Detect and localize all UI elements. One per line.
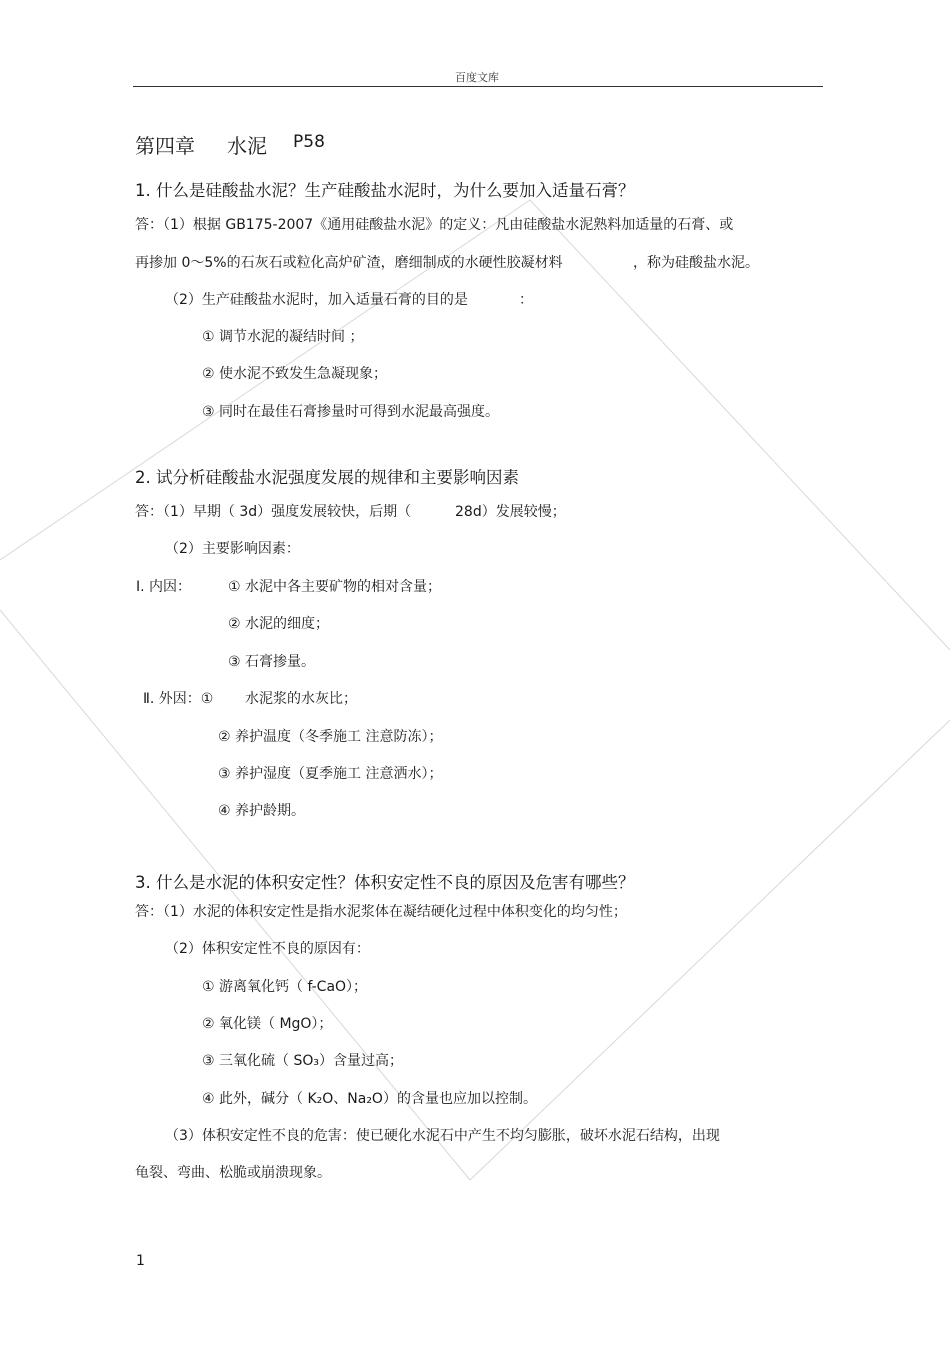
q2-answer-line: （2）主要影响因素： xyxy=(165,541,300,557)
question-1-title: 1. 什么是硅酸盐水泥？生产硅酸盐水泥时，为什么要加入适量石膏？ xyxy=(135,181,635,200)
q1-answer-line: 再掺加 0～5%的石灰石或粒化高炉矿渣，磨细制成的水硬性胶凝材料 xyxy=(135,255,563,271)
q3-answer-line: （3）体积安定性不良的危害：使已硬化水泥石中产生不均匀膨胀，破坏水泥石结构，出现 xyxy=(165,1128,720,1144)
list-item: ④ 养护龄期。 xyxy=(218,803,306,819)
q1-answer-line: 答：（1）根据 GB175-2007《通用硅酸盐水泥》的定义：凡由硅酸盐水泥熟料加适量的石膏、或 xyxy=(135,217,734,233)
list-item: ① 水泥中各主要矿物的相对含量； xyxy=(228,579,442,595)
q3-answer-line: 龟裂、弯曲、松脆或崩溃现象。 xyxy=(135,1165,331,1181)
question-2-title: 2. 试分析硅酸盐水泥强度发展的规律和主要影响因素 xyxy=(135,468,519,487)
chapter-title: 第四章 xyxy=(135,134,195,158)
question-3-title: 3. 什么是水泥的体积安定性？体积安定性不良的原因及危害有哪些？ xyxy=(135,873,635,892)
q1-answer-line: ： xyxy=(519,292,533,308)
list-item: ④ 此外，碱分（ K₂O、Na₂O）的含量也应加以控制。 xyxy=(202,1091,537,1107)
list-item: ② 使水泥不致发生急凝现象； xyxy=(202,366,388,382)
q3-answer-line: （2）体积安定性不良的原因有： xyxy=(165,941,370,957)
chapter-page-ref: P58 xyxy=(293,132,325,152)
page-header: 百度文库 xyxy=(455,71,499,84)
page-number: 1 xyxy=(136,1253,145,1269)
list-item: ② 养护温度（冬季施工 注意防冻）； xyxy=(218,729,443,745)
q2-answer-line: 答：（1）早期（ 3d）强度发展较快，后期（ xyxy=(135,504,412,520)
header-rule xyxy=(133,86,823,87)
q1-answer-line: （2）生产硅酸盐水泥时，加入适量石膏的目的是 xyxy=(165,292,468,308)
chapter-subject: 水泥 xyxy=(227,134,267,158)
list-item: ③ 石膏掺量。 xyxy=(228,654,316,670)
list-item: ① 调节水泥的凝结时间 ； xyxy=(202,329,364,345)
q1-answer-line: ，称为硅酸盐水泥。 xyxy=(633,255,759,271)
list-item: ② 水泥的细度； xyxy=(228,616,330,632)
internal-factors-label: Ⅰ. 内因： xyxy=(136,579,192,595)
list-item: ② 氧化镁（ MgO）； xyxy=(202,1016,333,1032)
list-item: 水泥浆的水灰比； xyxy=(245,691,357,707)
list-item: ③ 三氧化硫（ SO₃）含量过高； xyxy=(202,1053,403,1069)
list-item: ③ 养护湿度（夏季施工 注意洒水）； xyxy=(218,766,443,782)
q3-answer-line: 答：（1）水泥的体积安定性是指水泥浆体在凝结硬化过程中体积变化的均匀性； xyxy=(135,904,627,920)
q2-answer-line: 28d）发展较慢； xyxy=(455,504,566,520)
list-item: ③ 同时在最佳石膏掺量时可得到水泥最高强度。 xyxy=(202,404,499,420)
external-factors-label: Ⅱ. 外因：① xyxy=(143,691,214,707)
list-item: ① 游离氧化钙（ f-CaO）； xyxy=(202,979,368,995)
